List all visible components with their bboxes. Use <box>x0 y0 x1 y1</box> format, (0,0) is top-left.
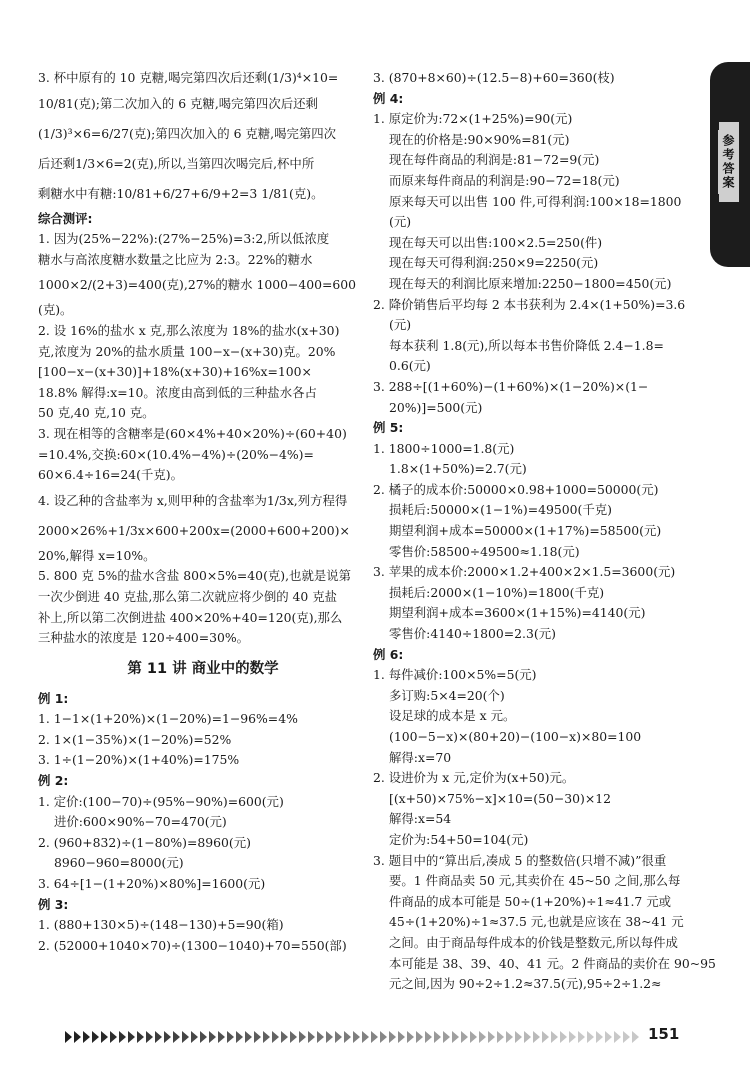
answer-line: 要。1 件商品卖 50 元,其卖价在 45~50 之间,那么每 <box>389 873 681 889</box>
chevron-icon <box>137 1031 144 1043</box>
chevron-icon <box>263 1031 270 1043</box>
answer-line: 期望利润+成本=50000×(1+17%)=58500(元) <box>389 523 662 539</box>
answer-line: (100−5−x)×(80+20)−(100−x)×80=100 <box>389 729 642 744</box>
chevron-icon <box>218 1031 225 1043</box>
chevron-icon <box>371 1031 378 1043</box>
chevron-icon <box>110 1031 117 1043</box>
answer-line: 零售价:4140÷1800=2.3(元) <box>389 626 556 642</box>
answer-line: 1. 定价:(100−70)÷(95%−90%)=600(元) <box>38 793 284 809</box>
answer-line: 期望利润+成本=3600×(1+15%)=4140(元) <box>389 605 646 621</box>
answer-line: 3. (870+8×60)÷(12.5−8)+60=360(枝) <box>373 70 615 85</box>
answer-line: 3. 1÷(1−20%)×(1+40%)=175% <box>38 752 240 768</box>
answer-line: 现在每天的利润比原来增加:2250−1800=450(元) <box>389 275 672 291</box>
chevron-icon <box>155 1031 162 1043</box>
answer-line: 50 克,40 克,10 克。 <box>38 405 155 421</box>
answer-line: =10.4%,交换:60×(10.4%−4%)÷(20%−4%)= <box>38 446 314 462</box>
chevron-icon <box>227 1031 234 1043</box>
right-column <box>373 68 716 995</box>
answer-line: 2. 设 16%的盐水 x 克,那么浓度为 18%的盐水(x+30) <box>38 322 340 338</box>
chevron-icon <box>200 1031 207 1043</box>
answer-line: 2. 1×(1−35%)×(1−20%)=52% <box>38 731 232 747</box>
answer-line: 进价:600×90%−70=470(元) <box>54 814 227 830</box>
chevron-icon <box>326 1031 333 1043</box>
answer-line: 补上,所以第二次倒进盐 400×20%+40=120(克),那么 <box>38 609 343 625</box>
chevron-icon <box>398 1031 405 1043</box>
chevron-icon <box>209 1031 216 1043</box>
answer-line: 损耗后:50000×(1−1%)=49500(千克) <box>389 502 612 518</box>
answer-line: 2. (960+832)÷(1−80%)=8960(元) <box>38 834 251 850</box>
answer-line: [100−x−(x+30)]+18%(x+30)+16%x=100× <box>38 364 312 380</box>
answer-line: 损耗后:2000×(1−10%)=1800(千克) <box>389 584 605 600</box>
chevron-icon <box>317 1031 324 1043</box>
chevron-icon <box>281 1031 288 1043</box>
chevron-icon <box>353 1031 360 1043</box>
answer-line: 现在每件商品的利润是:81−72=9(元) <box>389 152 600 168</box>
chevron-icon <box>290 1031 297 1043</box>
chevron-icon <box>560 1031 567 1043</box>
answer-line: 糖水与高浓度糖水数量之比应为 2:3。22%的糖水 <box>38 251 313 267</box>
answer-line: 剩糖水中有糖:10/81+6/27+6/9+2=3 1/81(克)。 <box>38 185 324 201</box>
chevron-icon <box>623 1031 630 1043</box>
answer-line: 克,浓度为 20%的盐水质量 100−x−(x+30)克。20% <box>38 343 336 359</box>
answer-line: 10/81(克);第二次加入的 6 克糖,喝完第四次后还剩 <box>38 95 318 111</box>
chevron-icon <box>578 1031 585 1043</box>
chevron-icon <box>434 1031 441 1043</box>
footer-chevron-bar <box>65 1028 643 1046</box>
answer-line: (克)。 <box>38 302 73 318</box>
chevron-icon <box>65 1031 72 1043</box>
answer-line: 3. 现在相等的含糖率是(60×4%+40×20%)÷(60+40) <box>38 425 347 441</box>
page-number: 151 <box>648 1025 680 1043</box>
chevron-icon <box>74 1031 81 1043</box>
chevron-icon <box>461 1031 468 1043</box>
answer-line: 60×6.4÷16=24(千克)。 <box>38 467 183 483</box>
section-heading: 例 2: <box>38 773 69 789</box>
answer-line: 一次少倒进 40 克盐,那么第二次就应将少倒的 40 克盐 <box>38 588 338 604</box>
chevron-icon <box>425 1031 432 1043</box>
chevron-icon <box>83 1031 90 1043</box>
chevron-icon <box>101 1031 108 1043</box>
answer-line: 3. 苹果的成本价:2000×1.2+400×2×1.5=3600(元) <box>373 564 676 580</box>
chevron-icon <box>452 1031 459 1043</box>
answer-line: (元) <box>389 317 412 333</box>
answer-line: 1. 因为(25%−22%):(27%−25%)=3:2,所以低浓度 <box>38 231 330 247</box>
chevron-icon <box>587 1031 594 1043</box>
answer-line: 三种盐水的浓度是 120÷400=30%。 <box>38 630 250 646</box>
chevron-icon <box>443 1031 450 1043</box>
chevron-icon <box>254 1031 261 1043</box>
chevron-icon <box>245 1031 252 1043</box>
answer-line: 1. 1−1×(1+20%)×(1−20%)=1−96%=4% <box>38 711 298 727</box>
left-column <box>38 68 368 956</box>
side-tab-label: 参考答案 <box>718 130 738 194</box>
chevron-icon <box>119 1031 126 1043</box>
chevron-icon <box>551 1031 558 1043</box>
answer-line: 8960−960=8000(元) <box>54 855 184 871</box>
answer-line: 3. 64÷[1−(1+20%)×80%]=1600(元) <box>38 876 266 892</box>
chevron-icon <box>335 1031 342 1043</box>
chevron-icon <box>632 1031 639 1043</box>
answer-line: 多订购:5×4=20(个) <box>389 687 505 703</box>
chevron-icon <box>389 1031 396 1043</box>
answer-line: 2. 设进价为 x 元,定价为(x+50)元。 <box>373 770 575 786</box>
answer-line: 2. 橘子的成本价:50000×0.98+1000=50000(元) <box>373 481 659 497</box>
chevron-icon <box>515 1031 522 1043</box>
answer-line: (元) <box>389 214 412 230</box>
chevron-icon <box>380 1031 387 1043</box>
answer-line: 之间。由于商品每件成本的价钱是整数元,所以每件成 <box>389 934 678 950</box>
answer-line: [(x+50)×75%−x]×10=(50−30)×12 <box>389 790 612 806</box>
answer-line: 解得:x=70 <box>389 749 452 765</box>
chevron-icon <box>191 1031 198 1043</box>
answer-line: 现在每天可得利润:250×9=2250(元) <box>389 255 599 271</box>
chevron-icon <box>128 1031 135 1043</box>
answer-line: 2000×26%+1/3x×600+200x=(2000+600+200)× <box>38 522 350 538</box>
chevron-icon <box>272 1031 279 1043</box>
answer-line: 3. 288÷[(1+60%)−(1+60%)×(1−20%)×(1− <box>373 378 649 394</box>
chevron-icon <box>92 1031 99 1043</box>
chevron-icon <box>497 1031 504 1043</box>
chevron-icon <box>470 1031 477 1043</box>
section-heading: 例 6: <box>373 646 404 662</box>
answer-line: 1. 1800÷1000=1.8(元) <box>373 440 515 456</box>
section-heading: 例 4: <box>373 90 404 106</box>
answer-line: 1.8×(1+50%)=2.7(元) <box>389 461 527 477</box>
answer-line: 3. 题目中的“算出后,凑成 5 的整数倍(只增不减)”很重 <box>373 852 667 868</box>
chevron-icon <box>479 1031 486 1043</box>
answer-line: 20%)]=500(元) <box>389 399 483 415</box>
answer-line: 5. 800 克 5%的盐水含盐 800×5%=40(克),也就是说第 <box>38 568 352 584</box>
answer-line: 4. 设乙种的含盐率为 x,则甲种的含盐率为1/3x,列方程得 <box>38 492 348 508</box>
chevron-icon <box>407 1031 414 1043</box>
chevron-icon <box>614 1031 621 1043</box>
chevron-icon <box>605 1031 612 1043</box>
section-heading: 例 5: <box>373 420 404 436</box>
section-heading: 例 1: <box>38 690 69 706</box>
answer-line: 件商品的成本可能是 50÷(1+20%)÷1≈41.7 元或 <box>389 893 672 909</box>
section-heading: 综合测评: <box>38 210 93 226</box>
chevron-icon <box>308 1031 315 1043</box>
chevron-icon <box>524 1031 531 1043</box>
answer-line: 18.8% 解得:x=10。浓度由高到低的三种盐水各占 <box>38 384 317 400</box>
chevron-icon <box>236 1031 243 1043</box>
answer-line: 解得:x=54 <box>389 811 452 827</box>
chevron-icon <box>182 1031 189 1043</box>
answer-line: (1/3)³×6=6/27(克);第四次加入的 6 克糖,喝完第四次 <box>38 125 337 141</box>
section-heading: 例 3: <box>38 896 69 912</box>
chevron-icon <box>164 1031 171 1043</box>
answer-line: 1. (880+130×5)÷(148−130)+5=90(箱) <box>38 917 284 933</box>
chevron-icon <box>596 1031 603 1043</box>
answer-line: 1. 原定价为:72×(1+25%)=90(元) <box>373 111 573 127</box>
answer-line: 现在每天可以出售:100×2.5=250(件) <box>389 234 603 250</box>
chevron-icon <box>542 1031 549 1043</box>
answer-line: 而原来每件商品的利润是:90−72=18(元) <box>389 172 620 188</box>
answer-line: 每本获利 1.8(元),所以每本书售价降低 2.4−1.8= <box>389 337 664 353</box>
answer-line: 本可能是 38、39、40、41 元。2 件商品的卖价在 90~95 <box>389 955 716 971</box>
answer-line: 0.6(元) <box>389 358 431 374</box>
chevron-icon <box>488 1031 495 1043</box>
answer-line: 20%,解得 x=10%。 <box>38 547 156 563</box>
chevron-icon <box>506 1031 513 1043</box>
answer-line: 设足球的成本是 x 元。 <box>389 708 516 724</box>
lecture-title: 第 11 讲 商业中的数学 <box>127 660 279 677</box>
answer-line: 零售价:58500÷49500≈1.18(元) <box>389 543 580 559</box>
answer-line: 定价为:54+50=104(元) <box>389 831 529 847</box>
chevron-icon <box>533 1031 540 1043</box>
chevron-icon <box>173 1031 180 1043</box>
chevron-icon <box>299 1031 306 1043</box>
chevron-icon <box>146 1031 153 1043</box>
chevron-icon <box>362 1031 369 1043</box>
answer-line: 2. 降价销售后平均每 2 本书获利为 2.4×(1+50%)=3.6 <box>373 296 686 312</box>
answer-line: 3. 杯中原有的 10 克糖,喝完第四次后还剩(1/3)⁴×10= <box>38 70 339 85</box>
answer-line: 后还剩1/3×6=2(克),所以,当第四次喝完后,杯中所 <box>38 155 315 171</box>
chevron-icon <box>344 1031 351 1043</box>
chevron-icon <box>416 1031 423 1043</box>
answer-line: 元之间,因为 90÷2÷1.2≈37.5(元),95÷2÷1.2≈ <box>389 976 662 992</box>
answer-line: 1. 每件减价:100×5%=5(元) <box>373 667 537 683</box>
answer-line: 现在的价格是:90×90%=81(元) <box>389 131 570 147</box>
answer-line: 2. (52000+1040×70)÷(1300−1040)+70=550(部) <box>38 937 347 953</box>
answer-line: 1000×2/(2+3)=400(克),27%的糖水 1000−400=600 <box>38 277 357 293</box>
chevron-icon <box>569 1031 576 1043</box>
answer-line: 45÷(1+20%)÷1≈37.5 元,也就是应该在 38~41 元 <box>389 914 684 930</box>
answer-line: 原来每天可以出售 100 件,可得利润:100×18=1800 <box>389 193 682 209</box>
